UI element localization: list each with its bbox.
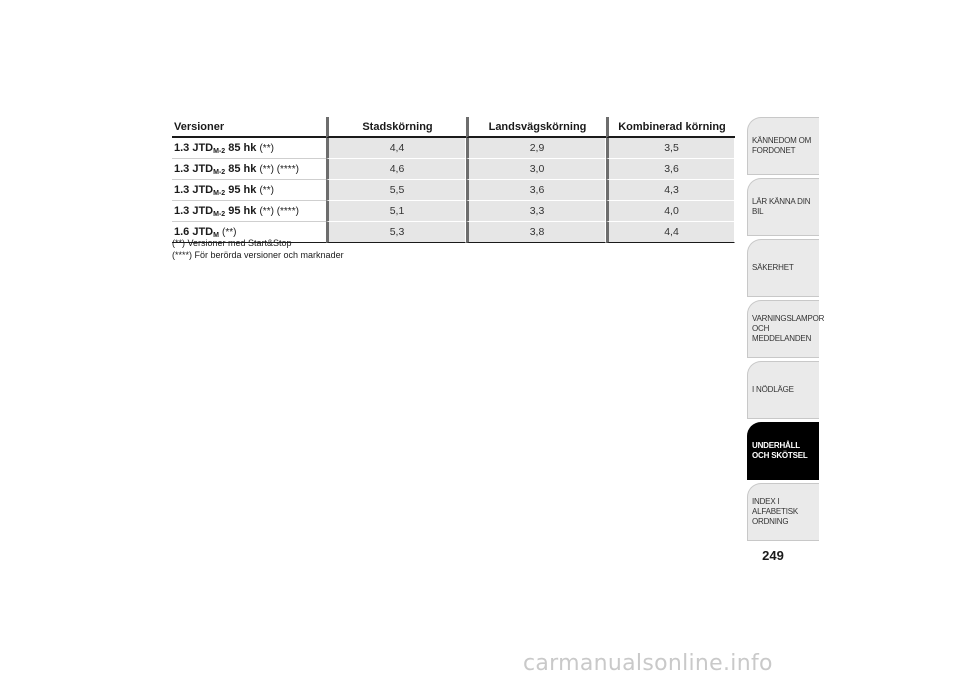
- table-header-row: [172, 117, 735, 138]
- highway-value: 3,3: [466, 201, 606, 222]
- highway-value: 3,0: [466, 159, 606, 180]
- chapter-tab[interactable]: [747, 483, 819, 541]
- chapter-tabs: [747, 117, 825, 544]
- table-row: [172, 159, 735, 180]
- table-row: [172, 201, 735, 222]
- model-name: 1.3 JTD: [174, 141, 214, 154]
- version-cell: [172, 159, 326, 180]
- footnotes: [172, 237, 344, 261]
- model-suffix: M-2: [213, 210, 226, 218]
- chapter-tab-label: VARNINGSLAMPOR OCH MEDDELANDEN: [752, 314, 825, 343]
- chapter-tab-label: KÄNNEDOM OM FORDONET: [752, 136, 812, 155]
- model-name: 1.3 JTD: [174, 204, 214, 217]
- footnote-ref: (**) (****): [259, 205, 299, 217]
- watermark: carmanualsonline.info: [523, 651, 773, 676]
- chapter-tab-label: INDEX I ALFABETISK ORDNING: [752, 497, 799, 526]
- table-row: [172, 180, 735, 201]
- city-value: 5,1: [326, 201, 466, 222]
- chapter-tab-label: LÄR KÄNNA DIN BIL: [752, 197, 811, 216]
- footnote-markets: (****) För berörda versioner och marknader: [172, 250, 344, 260]
- power-rating: 95 hk: [228, 204, 257, 217]
- highway-value: 3,6: [466, 180, 606, 201]
- combined-value: 4,0: [606, 201, 735, 222]
- combined-value: 4,3: [606, 180, 735, 201]
- chapter-tab[interactable]: [747, 178, 819, 236]
- combined-value: 4,4: [606, 222, 735, 243]
- footnote-ref: (**): [222, 226, 237, 238]
- table-row: [172, 138, 735, 159]
- highway-value: 3,8: [466, 222, 606, 243]
- chapter-tab[interactable]: [747, 117, 819, 175]
- chapter-tab[interactable]: [747, 300, 825, 358]
- power-rating: 85 hk: [228, 141, 257, 154]
- model-suffix: M-2: [213, 189, 226, 197]
- footnote-ref: (**): [259, 184, 274, 196]
- power-rating: 85 hk: [228, 162, 257, 175]
- footnote-ref: (**) (****): [259, 163, 299, 175]
- city-value: 4,6: [326, 159, 466, 180]
- header-combined: Kombinerad körning: [606, 117, 735, 138]
- highway-value: 2,9: [466, 138, 606, 159]
- combined-value: 3,6: [606, 159, 735, 180]
- city-value: 5,5: [326, 180, 466, 201]
- chapter-tab[interactable]: [747, 422, 819, 480]
- model-name: 1.3 JTD: [174, 183, 214, 196]
- chapter-tab-label: I NÖDLÄGE: [752, 385, 794, 394]
- header-city: Stadskörning: [326, 117, 466, 138]
- city-value: 4,4: [326, 138, 466, 159]
- footnote-start-stop: (**) Versioner med Start&Stop: [172, 238, 292, 248]
- model-name: 1.6 JTD: [174, 225, 214, 238]
- combined-value: 3,5: [606, 138, 735, 159]
- header-highway: Landsvägskörning: [466, 117, 606, 138]
- power-rating: 95 hk: [228, 183, 257, 196]
- model-suffix: M: [213, 231, 219, 239]
- version-cell: [172, 180, 326, 201]
- chapter-tab[interactable]: [747, 239, 819, 297]
- fuel-consumption-table: [172, 117, 735, 243]
- footnote-ref: (**): [259, 142, 274, 154]
- page-number: 249: [762, 548, 784, 563]
- model-name: 1.3 JTD: [174, 162, 214, 175]
- chapter-tab-label: SÄKERHET: [752, 263, 794, 272]
- city-value: 5,3: [326, 222, 466, 243]
- version-cell: [172, 138, 326, 159]
- chapter-tab-label: UNDERHÅLL OCH SKÖTSEL: [752, 441, 808, 460]
- header-versions: Versioner: [172, 117, 326, 138]
- version-cell: [172, 201, 326, 222]
- chapter-tab[interactable]: [747, 361, 819, 419]
- model-suffix: M-2: [213, 147, 226, 155]
- model-suffix: M-2: [213, 168, 226, 176]
